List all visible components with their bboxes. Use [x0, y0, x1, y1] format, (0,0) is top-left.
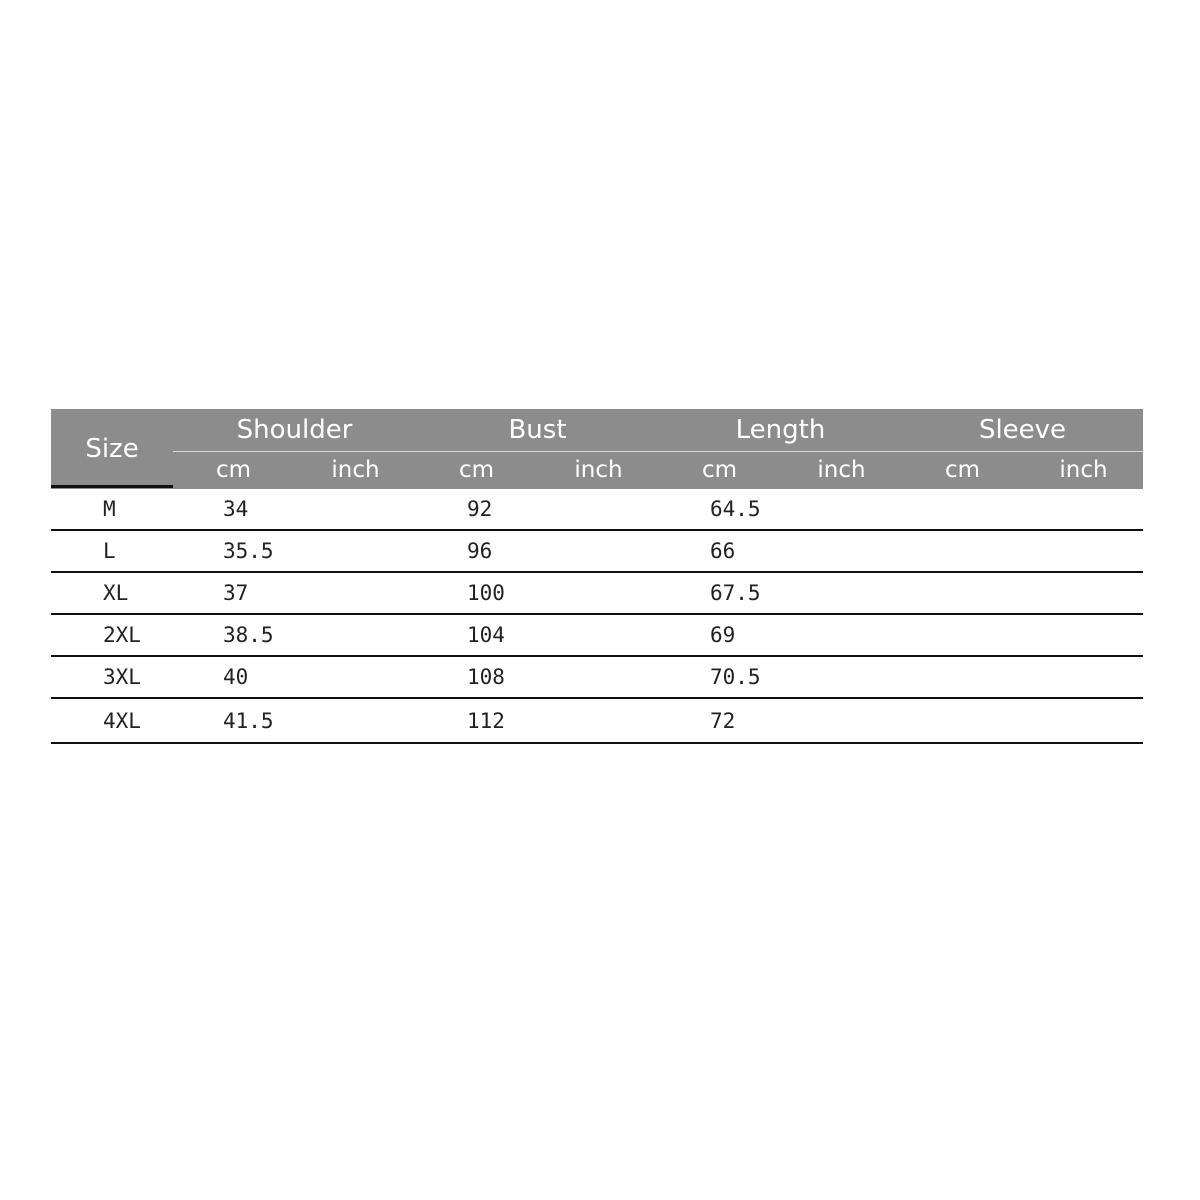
- length-cm-cell: 69: [710, 623, 736, 647]
- shoulder-cm-cell: 41.5: [223, 708, 274, 733]
- size-cell: L: [103, 539, 116, 563]
- table-row: [51, 657, 1143, 699]
- shoulder-header: Shoulder: [236, 415, 353, 445]
- bust-cm-cell: 100: [467, 581, 505, 605]
- sleeve-cm-header: cm: [944, 457, 981, 483]
- size-column-header: Size: [85, 434, 139, 464]
- sleeve-header: Sleeve: [978, 415, 1067, 445]
- shoulder-inch-header: inch: [331, 457, 380, 483]
- length-header: Length: [735, 415, 826, 445]
- bust-cm-cell: 108: [467, 665, 505, 689]
- length-inch-header: inch: [817, 457, 866, 483]
- bust-inch-header: inch: [574, 457, 623, 483]
- table-row: [51, 531, 1143, 573]
- size-cell: 3XL: [103, 665, 141, 689]
- size-chart-header: [51, 409, 1143, 489]
- shoulder-cm-cell: 38.5: [223, 623, 274, 647]
- length-cm-cell: 72: [710, 708, 736, 733]
- shoulder-cm-header: cm: [215, 457, 252, 483]
- size-chart: [51, 409, 1143, 744]
- size-cell: 4XL: [103, 708, 141, 733]
- size-cell: XL: [103, 581, 129, 605]
- shoulder-cm-cell: 40: [223, 665, 249, 689]
- shoulder-cm-cell: 35.5: [223, 539, 274, 563]
- bust-header: Bust: [508, 415, 567, 445]
- table-row: [51, 615, 1143, 657]
- length-cm-cell: 67.5: [710, 581, 761, 605]
- length-cm-cell: 70.5: [710, 665, 761, 689]
- sleeve-inch-header: inch: [1059, 457, 1108, 483]
- bust-cm-cell: 112: [467, 708, 505, 733]
- bust-cm-cell: 104: [467, 623, 505, 647]
- table-row: [51, 699, 1143, 744]
- table-row: [51, 489, 1143, 531]
- shoulder-cm-cell: 37: [223, 581, 249, 605]
- bust-cm-cell: 92: [467, 497, 493, 521]
- table-row: [51, 573, 1143, 615]
- header-divider: [173, 451, 1143, 452]
- length-cm-cell: 64.5: [710, 497, 761, 521]
- size-chart-body: [51, 489, 1143, 744]
- length-cm-header: cm: [701, 457, 738, 483]
- bust-cm-cell: 96: [467, 539, 493, 563]
- shoulder-cm-cell: 34: [223, 497, 249, 521]
- size-cell: 2XL: [103, 623, 141, 647]
- length-cm-cell: 66: [710, 539, 736, 563]
- bust-cm-header: cm: [458, 457, 495, 483]
- size-header-underline: [51, 485, 173, 488]
- size-cell: M: [103, 497, 116, 521]
